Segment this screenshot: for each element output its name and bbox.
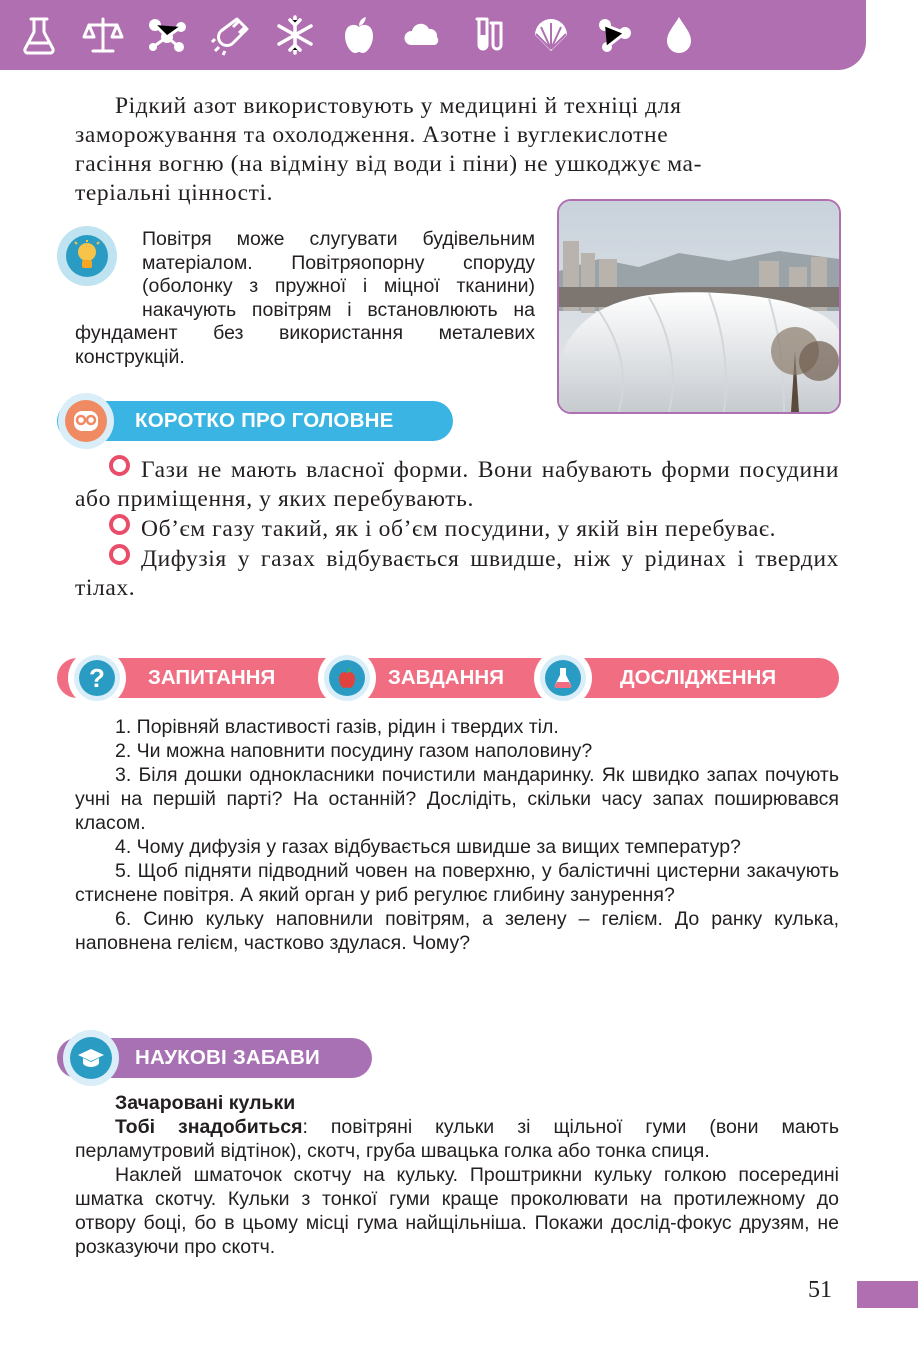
question-item: 3. Біля дошки однокласники почистили мандаринку. Як швидко запах почують учні на першій парті? На останній? Дослідіть, скільки часу запах поширювався класом. — [75, 764, 839, 834]
tasks-label: ЗАВДАННЯ — [388, 666, 504, 689]
tip-body: Повітря може слугувати будівельним матеріалом. Повітряопорну споруду (оболонку з пружної і міцної тканини) накачують повітрям і встановлюють на фундамент без використання металевих конструкцій. — [75, 228, 535, 368]
summary-heading-pill — [57, 401, 453, 441]
dna-icon — [584, 4, 646, 66]
summary-list — [75, 455, 839, 603]
summary-item: Гази не мають власної форми. Вони набувають форми посудини або приміщення, у яких перебувають. — [75, 457, 839, 512]
owl-icon — [58, 393, 114, 449]
tip-text — [75, 228, 535, 369]
fun-title: Зачаровані кульки — [115, 1092, 296, 1114]
apple-icon — [328, 4, 390, 66]
intro-line: Рідкий азот використовують у медицині й техніці для — [115, 93, 682, 119]
question-item: 2. Чи можна наповнити посудину газом наполовину? — [115, 740, 593, 762]
page-tab-bar — [857, 1281, 918, 1308]
question-item: 6. Синю кульку наповнили повітрям, а зелену – гелієм. До ранку кулька, наповнена гелієм, частково здулася. Чому? — [75, 908, 839, 954]
page-number: 51 — [808, 1277, 832, 1303]
fun-heading: НАУКОВІ ЗАБАВИ — [135, 1046, 320, 1069]
fun-section — [75, 1091, 839, 1259]
questions-label: ЗАПИТАННЯ — [148, 666, 276, 689]
air-dome-photo — [557, 199, 841, 414]
research-flask-icon — [534, 649, 592, 707]
test-tubes-icon — [456, 4, 518, 66]
needs-text: : повітряні кульки зі щільної гуми (вони мають перламутровий відтінок), скотч, груба швацька голка або тонка спиця. — [75, 1116, 840, 1162]
apple-task-icon — [318, 649, 376, 707]
question-item: 5. Щоб підняти підводний човен на поверхню, у балістичні цистерни закачують стиснене повітря. А який орган у риб регулює глибину занурення? — [75, 860, 839, 906]
summary-item: Об’єм газу такий, як і об’єм посудини, у якій він перебуває. — [75, 514, 839, 544]
research-label: ДОСЛІДЖЕННЯ — [620, 666, 777, 689]
fun-body: Наклей шматочок скотчу на кульку. Проштрикни кульку голкою посередині шматка скотчу. Кульки з тонкої гуми краще проколювати на протилежному до отвору боці, бо в цьому місці гума найщільніша. Покажи дослід-фокус друзям, не розказуючи про скотч. — [75, 1164, 839, 1258]
intro-line: заморожування та охолодження. Азотне і вуглекислотне — [75, 122, 669, 148]
summary-item: Дифузія у газах відбувається швидше, ніж у рідинах і твердих тілах. — [75, 546, 839, 601]
snowflake-icon — [264, 4, 326, 66]
summary-heading: КОРОТКО ПРО ГОЛОВНЕ — [135, 409, 394, 432]
scales-icon — [72, 4, 134, 66]
graduation-cap-icon — [63, 1030, 119, 1086]
bullet-icon — [109, 455, 130, 476]
intro-paragraph — [75, 92, 839, 208]
drop-icon — [648, 4, 710, 66]
cloud-icon — [392, 4, 454, 66]
intro-line: гасіння вогню (на відміну від води і піни) не ушкоджує ма- — [75, 151, 703, 177]
molecule-icon — [136, 4, 198, 66]
question-item: 1. Порівняй властивості газів, рідин і твердих тіл. — [115, 716, 559, 738]
subject-icons-band — [0, 0, 866, 70]
question-item: 4. Чому дифузія у газах відбувається швидше за вищих температур? — [115, 836, 741, 858]
bullet-icon — [109, 514, 130, 535]
shell-icon — [520, 4, 582, 66]
intro-line: теріальні цінності. — [75, 180, 274, 206]
needs-label: Тобі знадобиться — [115, 1116, 303, 1138]
bullet-icon — [109, 544, 130, 565]
questions-list — [75, 715, 839, 955]
magnet-icon — [200, 4, 262, 66]
question-icon: ? — [68, 649, 126, 707]
flask-icon — [8, 4, 70, 66]
